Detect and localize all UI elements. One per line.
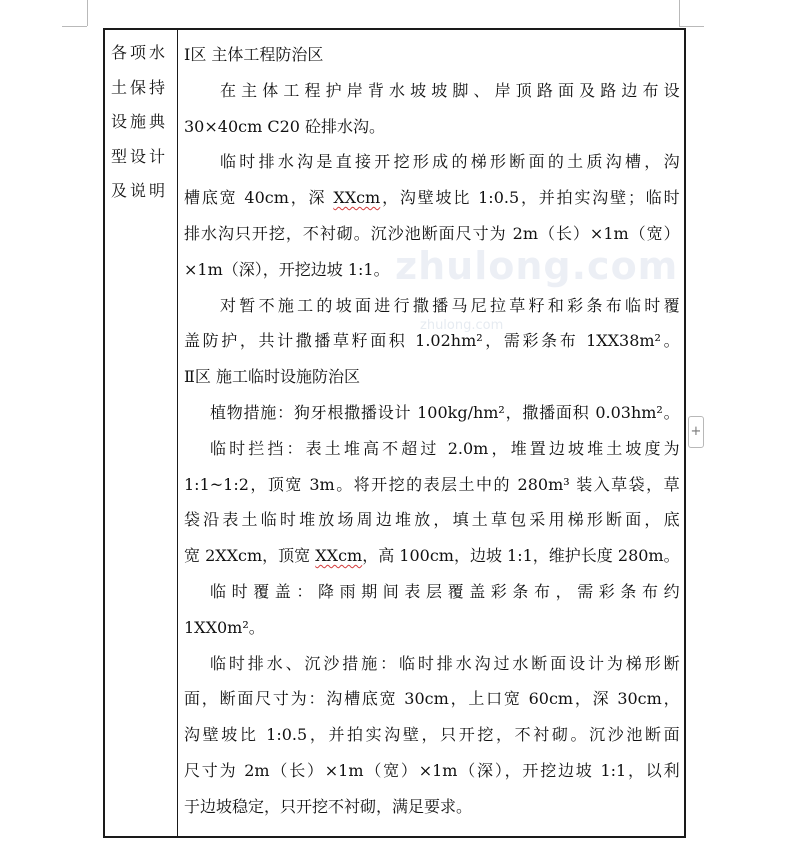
table-label-cell[interactable] [105,30,178,836]
text-line: 在主体工程护岸背水坡坡脚、岸顶路面及路边布设 [220,80,680,100]
section-heading: Ⅰ区 主体工程防治区 [184,45,324,64]
section-label: 各项水土保持设施典型设计及说明 [111,43,169,200]
document-table [103,28,686,838]
text-line: 临时排水沟是直接开挖形成的梯形断面的土质沟槽，沟 [220,152,680,172]
add-row-button[interactable]: + [688,416,704,448]
text-line: 临时排水、沉沙措施：临时排水沟过水断面设计为梯形断 [210,653,680,673]
page-corner-mark-left [87,0,88,26]
text-line: 尺寸为 2m（长）×1m（宽）×1m（深），开挖边坡 1:1，以利 [184,760,680,780]
text-line: 临时覆盖：降雨期间表层覆盖彩条布，需彩条布约 [210,581,680,601]
text-line: 袋沿表土临时堆放场周边堆放，填土草包采用梯形断面，底 [184,510,680,530]
text-line: 1:1~1:2，顶宽 3m。将开挖的表层土中的 280m³ 装入草袋，草 [184,474,680,494]
text-line: 盖防护，共计撒播草籽面积 1.02hm²，需彩条布 1XX38m²。 [184,331,680,351]
text-line: 槽底宽 40cm，深 XXcm，沟壁坡比 1:0.5，并拍实沟壁；临时 [184,188,680,208]
text-line: 30×40cm C20 砼排水沟。 [184,116,386,136]
text-line: 临时拦挡：表土堆高不超过 2.0m，堆置边坡堆土坡度为 [210,438,680,458]
table-content-cell[interactable] [178,30,686,836]
page-corner-mark-right [679,0,680,26]
text-line: 排水沟只开挖，不衬砌。沉沙池断面尺寸为 2m（长）×1m（宽） [184,223,680,243]
watermark-sub: zhulong.com [420,318,504,333]
text-line: 宽 2XXcm，顶宽 XXcm，高 100cm，边坡 1:1，维护长度 280m。 [184,546,680,566]
spellcheck-mark: XXcm [333,188,381,208]
text-line: 沟壁坡比 1:0.5，并拍实沟壁，只开挖，不衬砌。沉沙池断面 [184,725,680,745]
text-line: 植物措施：狗牙根撒播设计 100kg/hm²，撒播面积 0.03hm²。 [210,402,680,422]
text-line: 面，断面尺寸为：沟槽底宽 30cm，上口宽 60cm，深 30cm， [184,689,680,709]
text-line: 1XX0m²。 [184,617,265,637]
section-heading: Ⅱ区 施工临时设施防治区 [184,367,360,387]
page-corner-mark-right-h [679,26,704,27]
spellcheck-mark: XXcm [315,546,363,566]
text-line: ×1m（深），开挖边坡 1:1。 [184,259,390,279]
page-corner-mark-left-h [62,26,87,27]
watermark: zhulong.com [395,244,679,288]
text-line: 对暂不施工的坡面进行撒播马尼拉草籽和彩条布临时覆 [220,295,680,315]
text-line: 于边坡稳定，只开挖不衬砌，满足要求。 [184,796,473,816]
